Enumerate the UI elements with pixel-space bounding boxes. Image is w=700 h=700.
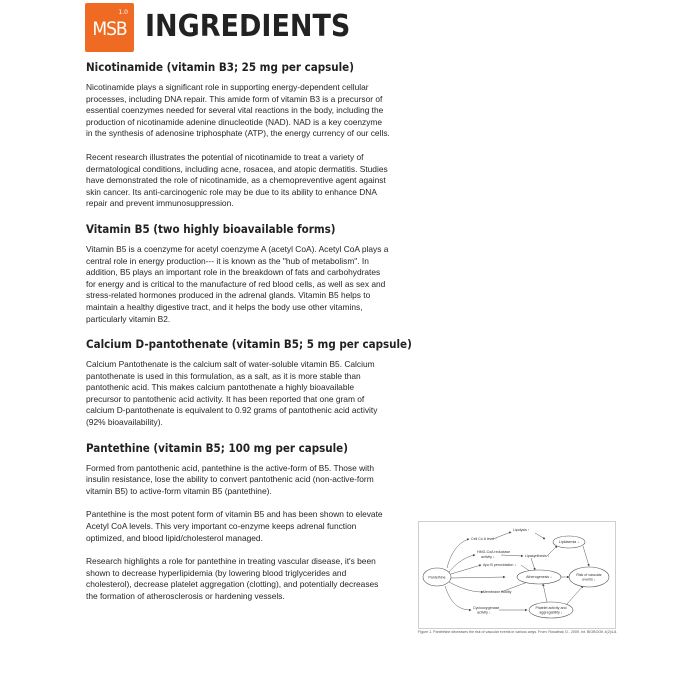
node-membrane: Membrane fluidity (483, 590, 512, 594)
section-paragraph: Calcium Pantothenate is the calcium salt of water-soluble vitamin B5. Calcium pantothenate is used in this formulation, as a salt, as it is more stable than pantothenic acid. This makes calcium pantothenate a highly bioavailable precursor to pantothenic acid activity. It has been reported that one gram of calcium D-pantothenate is equivalent to 0.92 grams of pantothenic acid activity (92% bioavailability). (86, 359, 378, 428)
section-calcium-pantothenate (86, 337, 412, 429)
node-cyclooxygenase-activity: activity ↓ (477, 610, 491, 615)
section-vitamin-b5 (86, 222, 390, 325)
pantethine-mechanism-diagram (418, 521, 616, 629)
figure-caption: Figure 1. Pantethine decreases the risk of vascular events in various ways. From: Rosatinal, D., 2009. Int. BIOBOOK 4(2)4-8. (418, 630, 618, 634)
page-title: INGREDIENTS (145, 9, 351, 44)
section-nicotinamide (86, 60, 390, 210)
section-paragraph: Formed from pantothenic acid, pantethine is the active-form of B5. Those with insulin resistance, lose the ability to convert pantothenic acid (non-active-form vitamin B5) to active-form vitamin B5 (pantethine). (86, 462, 374, 496)
node-hmgcoa: HMG-CoA reductase (477, 550, 511, 554)
node-platelet-aggregability: aggregability ↓ (539, 610, 563, 615)
section-heading: Calcium D-pantothenate (vitamin B5; 5 mg per capsule) (86, 337, 412, 352)
logo-version: 1.0 (118, 9, 128, 16)
section-paragraph: Recent research illustrates the potential of nicotinamide to treat a variety of dermatological conditions, including acne, rosacea, and atopic dermatitis. Studies have demonstrated the role of nicotinamide, as a chemopreventive agent against skin cancer. Its anti-carcinogenic role may be due to its ability to enhance DNA repair and prevent immunosuppression. (86, 151, 388, 209)
node-platelet: Platelet activity and (535, 606, 567, 610)
diagram-nodes (423, 536, 609, 618)
ingredients-content (86, 60, 412, 615)
section-pantethine (86, 441, 390, 603)
section-paragraph: Vitamin B5 is a coenzyme for acetyl coenzyme A (acetyl CoA). Acetyl CoA plays a central role in energy production--- it is known as the "hub of metabolism". In addition, B5 plays an important role in the breakdown of fats and carbohydrates for energy and is critical to the manufacture of red blood cells, as well as sex and stress-related hormones produced in the adrenal glands. Vitamin B5 helps to maintain a healthy digestive tract, and it helps the body use other vitamins, particularly vitamin B2. (86, 243, 389, 324)
node-lipidaemia: Lipidaemia ↓ (558, 540, 580, 545)
section-paragraph: Research highlights a role for pantethine in treating vascular disease, it's been shown to decrease hyperlipidemia (by lowering blood triglycerides and cholesterol), decrease platelet aggregation (clotting), and potentially decreases the formation of atherosclerosis or hardening vessels. (86, 556, 379, 601)
node-pantethine: Pantethine (428, 575, 446, 580)
section-heading: Pantethine (vitamin B5; 100 mg per capsule) (86, 440, 348, 455)
node-apob: Apo B peroxidation ↓ (483, 563, 517, 567)
node-risk-events: events ↓ (582, 577, 596, 582)
section-heading: Vitamin B5 (two highly bioavailable forms) (86, 221, 336, 236)
node-lipolysis: Lipolysis ↑ (513, 528, 530, 532)
node-risk: Risk of vascular (576, 573, 602, 577)
section-paragraph: Pantethine is the most potent form of vitamin B5 and has been shown to elevate Acetyl CoA levels. This very important co-enzyme keeps adrenal function optimized, and blood lipid/cholesterol managed. (86, 509, 383, 543)
section-heading: Nicotinamide (vitamin B3; 25 mg per capsule) (86, 60, 354, 74)
node-cyclooxygenase: Cyclooxygenase (473, 606, 500, 610)
node-lipasynthesis: Lipasynthesis ↓ (525, 554, 550, 558)
node-cell-coa: Cell Co A level ↑ (471, 537, 497, 541)
logo-text: MSB (92, 18, 127, 40)
brand-logo (85, 3, 134, 52)
node-hmgcoa-activity: activity ↓ (481, 555, 495, 559)
node-atherogenesis: Atherogenesis ↓ (526, 575, 552, 580)
section-paragraph: Nicotinamide plays a significant role in supporting energy-dependent cellular processes, including DNA repair. This amide form of vitamin B3 is a precursor of essential coenzymes needed for several vital reactions in the body, including the production of nicotinamide adenine dinucleotide (NAD). NAD is a key coenzyme in the synthesis of adenosine triphosphate (ATP), the energy currency of our cells. (86, 82, 390, 139)
